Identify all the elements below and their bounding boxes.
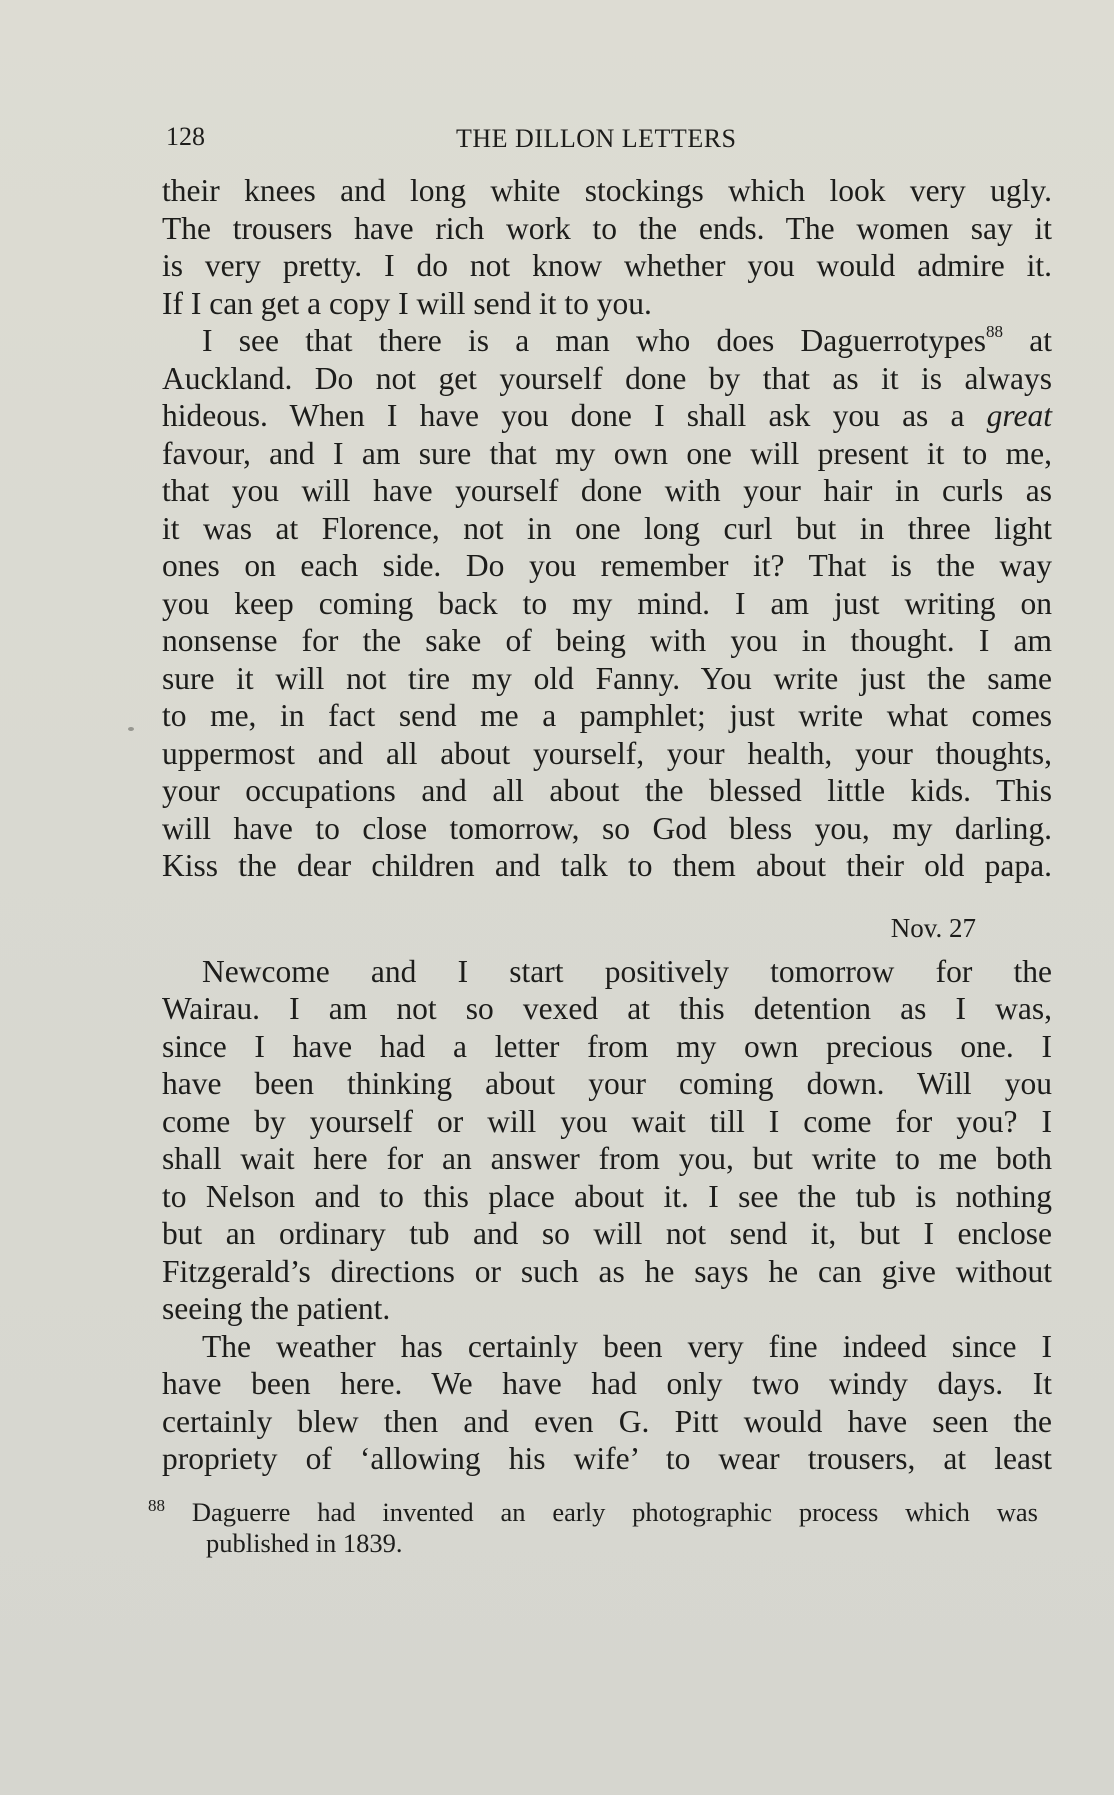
letter-dateline: Nov. 27 xyxy=(890,912,976,943)
text-line: propriety of ‘allowing his wife’ to wear trousers, at least xyxy=(162,1441,1052,1476)
text-line: sure it will not tire my old Fanny. You write just the same xyxy=(162,660,1052,696)
text-line: is very pretty. I do not know whether you would admire it. xyxy=(162,248,1052,283)
text-line: it was at Florence, not in one long curl but in three light xyxy=(162,510,1052,546)
text-line: The trousers have rich work to the ends. The women say it xyxy=(162,210,1052,246)
text-line xyxy=(162,322,1052,360)
footnote-text: Daguerre had invented an early photographic process which was xyxy=(191,1497,1038,1527)
text-line: since I have had a letter from my own precious one. I xyxy=(162,1028,1052,1064)
text-line: seeing the patient. xyxy=(162,1291,391,1326)
text-fragment: at xyxy=(1003,323,1053,358)
paragraph-2 xyxy=(162,322,1052,885)
footnote-reference: 88 xyxy=(986,322,1003,341)
text-line: but an ordinary tub and so will not send it, but I enclose xyxy=(162,1216,1052,1251)
text-line: have been thinking about your coming down. Will you xyxy=(162,1066,1052,1101)
text-line: Newcome and I start positively tomorrow for the xyxy=(202,953,1052,989)
text-line: to me, in fact send me a pamphlet; just write what comes xyxy=(162,698,1052,733)
text-line: nonsense for the sake of being with you in thought. I am xyxy=(162,623,1052,658)
text-line: If I can get a copy I will send it to you. xyxy=(162,285,652,321)
footnote-line xyxy=(148,1497,1038,1528)
footnote xyxy=(148,1497,1038,1559)
text-line: favour, and I am sure that my own one will present it to me, xyxy=(162,435,1052,471)
text-line: Kiss the dear children and talk to them about their old papa. xyxy=(162,848,1052,883)
footnote-line: published in 1839. xyxy=(206,1528,403,1558)
paper-speck xyxy=(128,727,134,731)
paragraph-3 xyxy=(162,953,1052,1328)
text-line: The weather has certainly been very fine indeed since I xyxy=(202,1328,1052,1364)
text-line: Fitzgerald’s directions or such as he says he can give without xyxy=(162,1253,1052,1289)
text-line: shall wait here for an answer from you, but write to me both xyxy=(162,1141,1052,1176)
text-line: you keep coming back to my mind. I am just writing on xyxy=(162,585,1052,621)
running-title: THE DILLON LETTERS xyxy=(456,124,737,153)
text-line: to Nelson and to this place about it. I see the tub is nothing xyxy=(162,1178,1052,1214)
paragraph-4 xyxy=(162,1328,1052,1478)
text-line: certainly blew then and even G. Pitt would have seen the xyxy=(162,1403,1052,1439)
text-line: ones on each side. Do you remember it? That is the way xyxy=(162,548,1052,583)
text-line: come by yourself or will you wait till I come for you? I xyxy=(162,1103,1052,1139)
body-text xyxy=(162,172,1052,1478)
text-line: have been here. We have had only two windy days. It xyxy=(162,1366,1052,1401)
text-line: that you will have yourself done with your hair in curls as xyxy=(162,473,1052,508)
text-line: your occupations and all about the blessed little kids. This xyxy=(162,773,1052,808)
text-fragment: I see that there is a man who does Daguerrotypes xyxy=(202,323,986,358)
text-line: Wairau. I am not so vexed at this detention as I was, xyxy=(162,991,1052,1026)
text-line: Auckland. Do not get yourself done by that as it is always xyxy=(162,360,1052,396)
text-line: will have to close tomorrow, so God bless you, my darling. xyxy=(162,810,1052,846)
text-line: their knees and long white stockings which look very ugly. xyxy=(162,173,1052,208)
emphasis-word: great xyxy=(986,398,1052,433)
text-fragment: hideous. When I have you done I shall ask you as a xyxy=(162,398,987,433)
text-line xyxy=(162,397,1052,435)
running-head xyxy=(166,122,1046,158)
paragraph-1 xyxy=(162,172,1052,322)
footnote-number: 88 xyxy=(148,1496,165,1515)
text-line: uppermost and all about yourself, your health, your thoughts, xyxy=(162,735,1052,771)
page-number: 128 xyxy=(166,122,205,151)
